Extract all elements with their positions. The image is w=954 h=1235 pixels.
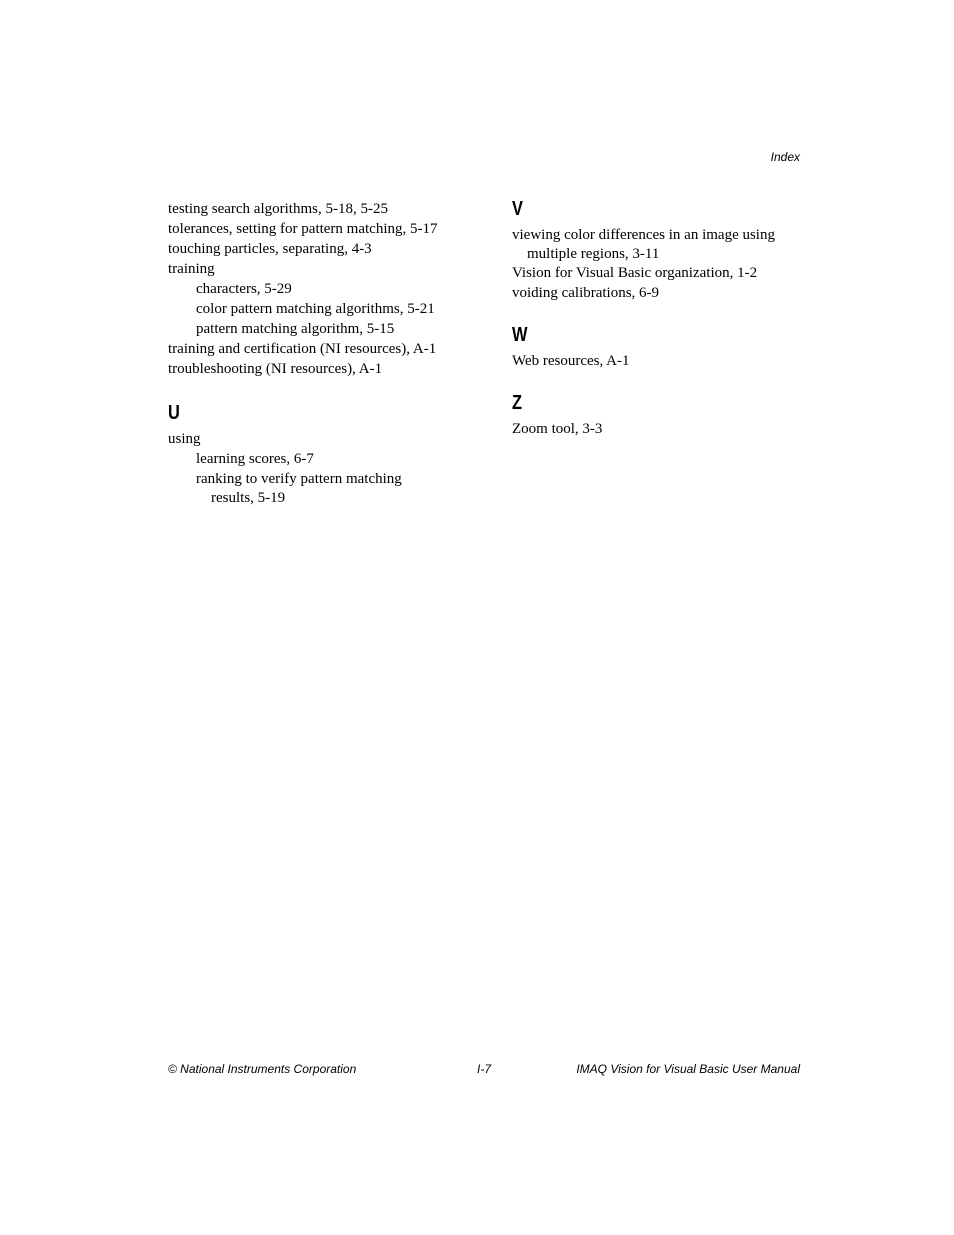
- section-letter-z: Z: [512, 392, 523, 414]
- footer-manual-title: IMAQ Vision for Visual Basic User Manual: [576, 1062, 800, 1076]
- index-entry: Zoom tool, 3-3: [512, 421, 603, 437]
- index-section-u: [168, 401, 468, 507]
- section-letter-u: U: [168, 402, 180, 424]
- index-entry: using: [168, 431, 201, 447]
- section-letter-v: V: [512, 198, 523, 220]
- index-entry: voiding calibrations, 6-9: [512, 285, 660, 301]
- index-section-w: [512, 323, 812, 371]
- index-entry: touching particles, separating, 4-3: [168, 241, 372, 257]
- index-entry: Web resources, A-1: [512, 353, 630, 369]
- index-subentry: color pattern matching algorithms, 5-21: [196, 301, 435, 317]
- index-entry: training and certification (NI resources), A-1: [168, 341, 437, 357]
- index-entry: troubleshooting (NI resources), A-1: [168, 361, 383, 377]
- index-subentry-continuation: results, 5-19: [211, 490, 286, 506]
- footer-page-number: I-7: [477, 1062, 492, 1076]
- index-column-right: [512, 197, 812, 439]
- running-header: Index: [770, 150, 800, 164]
- index-subentry: pattern matching algorithm, 5-15: [196, 321, 395, 337]
- index-entry-continuation: multiple regions, 3-11: [527, 246, 660, 262]
- index-entry: Vision for Visual Basic organization, 1-2: [512, 265, 758, 281]
- index-entry: training: [168, 261, 215, 277]
- index-entry: viewing color differences in an image using: [512, 227, 775, 243]
- index-section-v: [512, 197, 812, 303]
- index-subentry: ranking to verify pattern matching: [196, 471, 402, 487]
- index-column-left: [168, 199, 468, 507]
- index-section-z: [512, 391, 812, 439]
- index-subentry: learning scores, 6-7: [196, 451, 314, 467]
- section-letter-w: W: [512, 324, 528, 346]
- index-subentry: characters, 5-29: [196, 281, 292, 297]
- index-entry: tolerances, setting for pattern matching, 5-17: [168, 221, 438, 237]
- footer-copyright: © National Instruments Corporation: [168, 1062, 357, 1076]
- index-entry: testing search algorithms, 5-18, 5-25: [168, 201, 388, 217]
